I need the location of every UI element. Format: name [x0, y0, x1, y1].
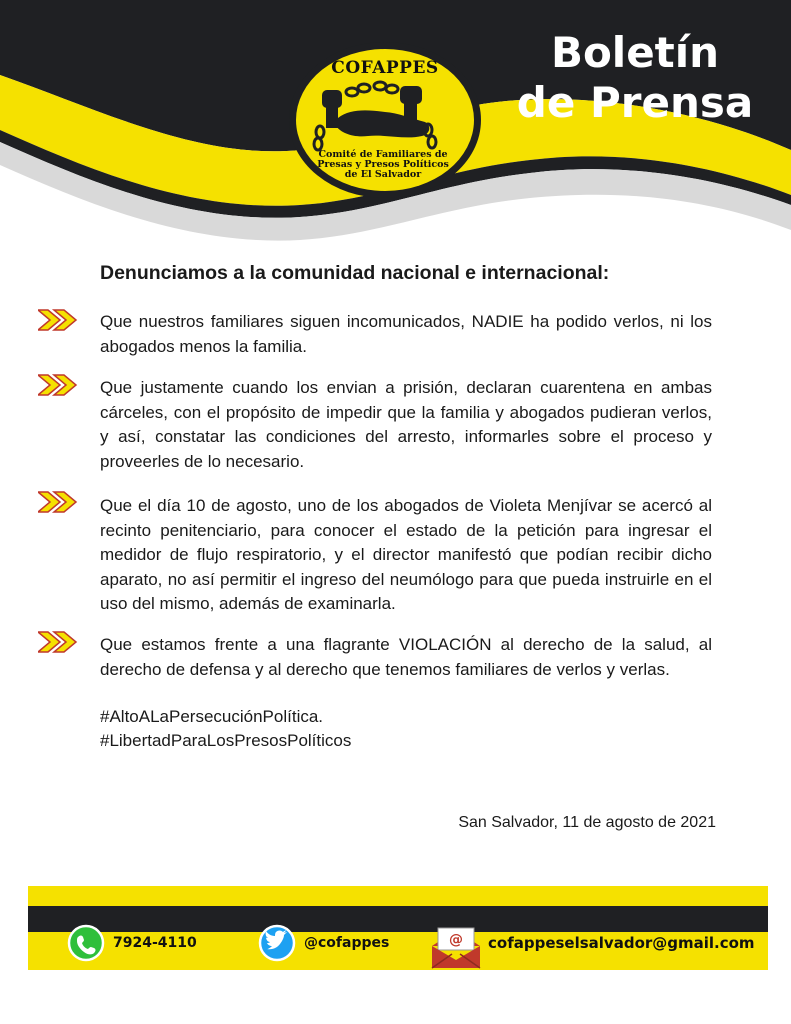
bullet-paragraph: Que nuestros familiares siguen incomunicados, NADIE ha podido verlos, ni los abogados menos la familia. [100, 312, 712, 356]
twitter-handle[interactable]: @cofappes [304, 935, 390, 951]
logo-caption-line: de El Salvador [344, 169, 422, 180]
footer-yellow-band [28, 886, 768, 906]
logo-caption [303, 150, 463, 180]
logo-title: COFAPPES [331, 58, 439, 78]
bullet-paragraph: Que justamente cuando los envian a prisión, declaran cuarentena en ambas cárceles, con el propósito de impedir que la familia y abogados pudieran verlos, y así, constatar las condiciones del arresto, informarles sobre el proceso y proveerles de lo necesario. [100, 378, 712, 471]
chevron-arrow-icon [38, 490, 82, 514]
signoff-date: San Salvador, 11 de agosto de 2021 [458, 814, 716, 831]
chevron-arrow-icon [38, 373, 82, 397]
bulletin-title-line: Boletín [550, 28, 720, 77]
email-icon [432, 928, 480, 968]
footer-dark-band [28, 906, 768, 932]
hashtag[interactable]: #LibertadParaLosPresosPolíticos [100, 731, 352, 750]
bulletin-title [500, 28, 770, 128]
bulletin-title-line: de Prensa [516, 78, 754, 127]
svg-text:@: @ [449, 932, 463, 948]
page-heading: Denunciamos a la comunidad nacional e internacional: [100, 262, 610, 284]
email-address[interactable]: cofappeselsalvador@gmail.com [488, 934, 755, 952]
chevron-arrow-icon [38, 308, 82, 332]
bullet-paragraph: Que estamos frente a una flagrante VIOLACIÓN al derecho de la salud, al derecho de defensa y al derecho que tenemos familiares de verlos y verlas. [100, 635, 712, 679]
twitter-icon [260, 926, 294, 960]
logo-caption-line: Comité de Familiares de [318, 149, 448, 160]
logo-caption-line: Presas y Presos Políticos [317, 159, 449, 170]
header-banner [0, 0, 791, 260]
whatsapp-icon [69, 926, 103, 960]
bullet-paragraph: Que el día 10 de agosto, uno de los abogados de Violeta Menjívar se acercó al recinto penitenciario, para conocer el estado de la petición para ingresar el medidor de flujo respiratorio, y el director manifestó que podían recibir dicho aparato, no así permitir el ingreso del neumólogo para que pueda instruirle en el uso del mismo, además de examinarla. [100, 496, 712, 613]
footer-contact-bar [0, 880, 791, 1000]
chevron-arrow-icon [38, 630, 82, 654]
phone-number[interactable]: 7924-4110 [113, 935, 197, 951]
hashtag[interactable]: #AltoALaPersecuciónPolítica. [100, 707, 324, 726]
